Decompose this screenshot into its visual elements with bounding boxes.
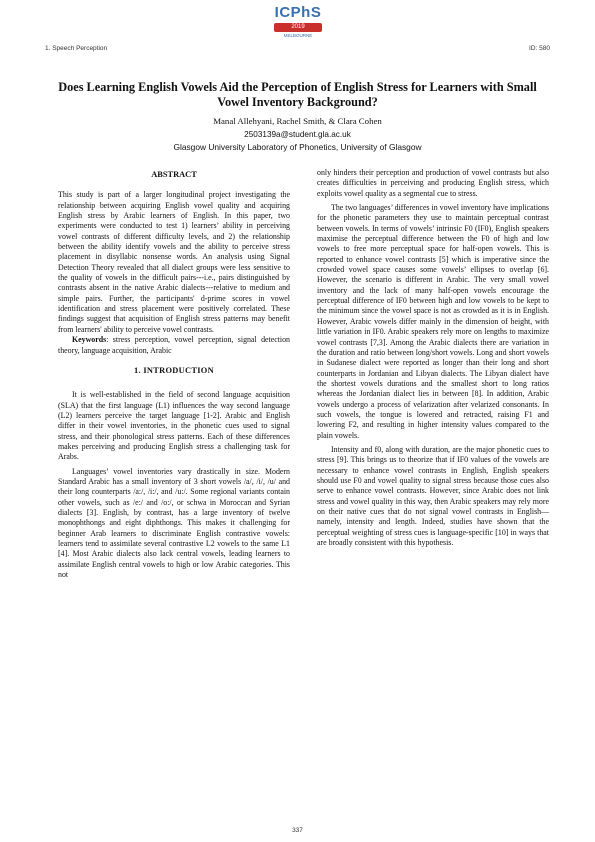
logo-subtitle: MELBOURNE xyxy=(283,33,313,38)
header-section: 1. Speech Perception xyxy=(45,45,108,52)
right-column xyxy=(317,168,549,548)
intro-paragraph-1: It is well-established in the field of second language acquisition (SLA) that the first language (L1) influences the way second language (L2) learners perceive the target language [1-2]. Arabic and English differ in their vowel inventories, in the phonetic cues used to signal stress, and their phonological stress patterns. Each of these differences makes perceiving and producing English stress a challenging task for Arabs. xyxy=(58,390,290,462)
abstract-text: This study is part of a larger longitudinal project investigating the relationship between acquiring English vowel quality and acquiring English stress by Arabic learners of English. In this paper, two experiments were conducted to test 1) learners’ ability in perceiving vowel contrasts of different difficulty levels, and 2) the relationship between the ability identify vowels and the ability to perceive stress placement in disyllabic nonsense words. An analysis using Signal Detection Theory revealed that all dialect groups were less sensitive to the quality of vowels in the difficult pairs---i.e., pairs distinguished by contrasts absent in the native Arabic dialects---relative to medium and simple pairs. Further, the participants' d-prime scores in vowel identification and stress placement were positively correlated. These findings suggest that acquisition of English stress patterns may benefit from learners' ability to perceive vowel contrasts. xyxy=(58,190,290,334)
intro-paragraph-2: Languages’ vowel inventories vary drastically in size. Modern Standard Arabic has a small inventory of 3 short vowels /a/, /i/, /u/ and their long counterparts /a:/, /i:/, and /u:/. Some regional variants contain other vowels, such as /e:/ and /o:/, or schwa in Moroccan and Syrian dialects [3]. English, by contrast, has a large inventory of twelve monophthongs and eight diphthongs. This makes it challenging for beginner Arab learners to discriminate English contrastive vowels: learners tend to assimilate several contrastive L2 vowels to the same L1 [4]. Most Arabic dialects also lack central vowels, leading learners to assimilate English central vowels to high or low Arabic categories. This not xyxy=(58,466,290,580)
left-column xyxy=(58,168,290,580)
keywords-label: Keywords xyxy=(72,335,107,345)
author-email: 2503139a@student.gla.ac.uk xyxy=(244,130,351,139)
logo-year-bar: 2019 xyxy=(274,23,322,32)
abstract-heading: ABSTRACT xyxy=(151,170,197,179)
conference-logo xyxy=(258,4,338,40)
page-number: 337 xyxy=(292,827,303,834)
keywords-text: : stress perception, vowel perception, signal detection theory, language acquisition, Arabic xyxy=(58,335,290,355)
keywords-paragraph xyxy=(58,335,290,356)
logo-text: ICPhS xyxy=(274,4,322,21)
right-paragraph-2: The two languages’ differences in vowel inventory have implications for the phonetic parameters they use to maintain perceptual contrast between vowels. In terms of vowels’ intrinsic F0 (IF0), English speakers maximise the perceptual difference between the F0 of high and low vowels to free more perceptual space for half-open vowels. This is reported to enhance vowel contrasts [5] which is imperative since the crowded vowel space causes some vowels’ ellipses to overlap [6]. However, the scenario is different in Arabic. The very small vowel inventory and the lack of many half-open vowels encourage the perceptual difference of IF0 between high and low vowels to be kept to the minimum since the vowel space is not as crowded as it is in English. However, Arabic vowels differ mainly in the dimension of height, with little variation in IF0. Arabic speakers rely more on lengths to maximize vowel contrasts [7,3]. Among the Arabic dialects there are variation in the duration and ratio between long/short vowels. Long and short vowels in Sudanese dialect were reported as longer than their long and short counterparts in Jordanian and Libyan dialects. The Libyan dialect have the shortest vowels durations and the smallest short to long ratios whereas the Jordanian dialect lies in between [8]. In addition, Arabic vowels undergo a process of velarization after velarized consonants. In such vowels, the tongue is lowered and retracted, raising F1 and lowering F2, and resulting in higher intensity values compared to the plain vowels. xyxy=(317,203,549,440)
header-paper-id: ID: 580 xyxy=(529,45,550,52)
right-paragraph-1: only hinders their perception and production of vowel contrasts but also creates difficulties in perceiving and producing English stress, which exploits vowel quality as a segmental cue to stress. xyxy=(317,168,549,198)
paper-title: Does Learning English Vowels Aid the Perception of English Stress for Learners with Small Vowel Inventory Background? xyxy=(58,80,537,109)
introduction-heading: 1. INTRODUCTION xyxy=(134,365,214,375)
author-affiliation: Glasgow University Laboratory of Phonetics, University of Glasgow xyxy=(173,142,422,152)
paper-authors: Manal Allehyani, Rachel Smith, & Clara Cohen xyxy=(213,116,382,126)
right-paragraph-3: Intensity and f0, along with duration, are the major phonetic cues to stress [9]. This brings us to theorize that if IF0 values of the vowels are necessary to enhance vowel contrasts in English, English speakers should use F0 and vowel quality to signal stress because those cues also serve to enhance vowel contrasts. However, since Arabic does not link stress and vowel quality in this way, then Arabic speakers may rely more on their native cues that do not signal vowel contrasts in English—namely, intensity and length. Indeed, studies have shown that the perceptual weighting of stress cues is language-specific [10] in ways that are broadly consistent with this hypothesis. xyxy=(317,444,549,548)
